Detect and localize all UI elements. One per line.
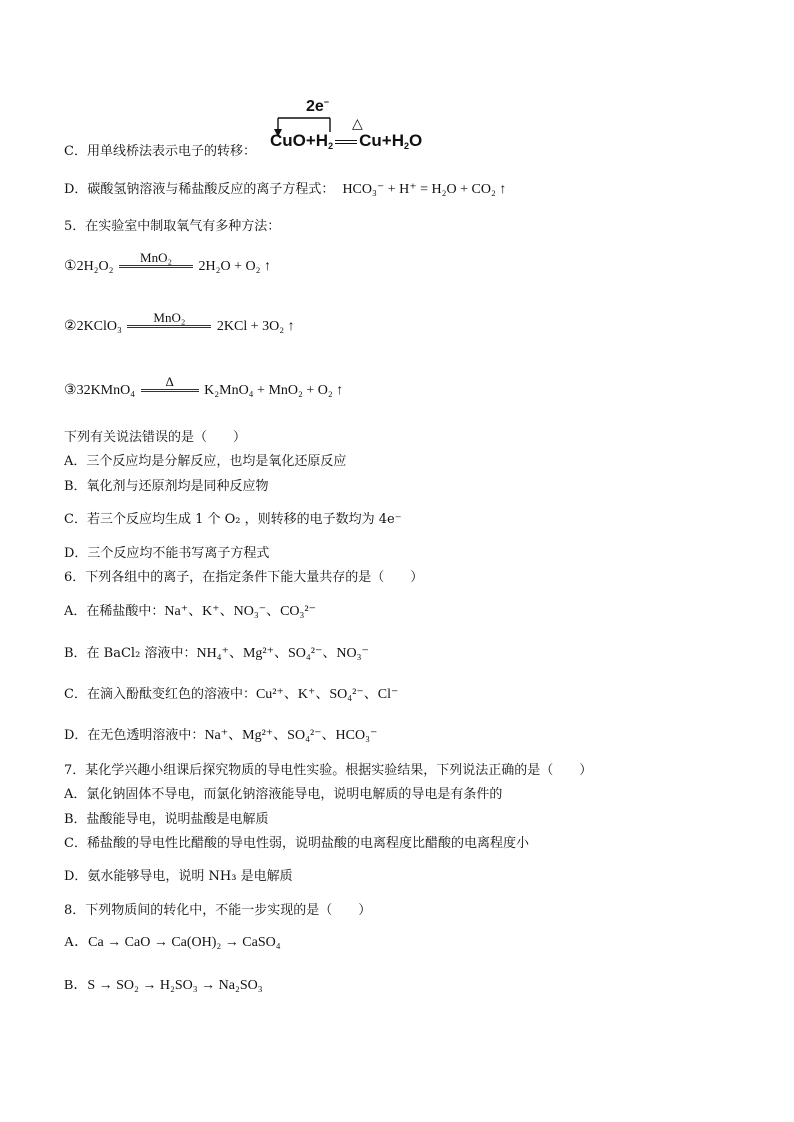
- reaction-3: ③32KMnO₄ Δ K₂MnO₄ + MnO₂ + O₂ ↑: [64, 374, 344, 398]
- q7-option-c: C．稀盐酸的导电性比醋酸的导电性弱，说明盐酸的电离程度比醋酸的电离程度小: [64, 836, 529, 851]
- question-8-stem: 8．下列物质间的转化中，不能一步实现的是（ ）: [64, 903, 372, 918]
- reaction-2: ②2KClO₃ MnO₂ 2KCl + 3O₂ ↑: [64, 310, 295, 334]
- q7-option-a: A．氯化钠固体不导电，而氯化钠溶液能导电，说明电解质的导电是有条件的: [64, 787, 503, 802]
- question-5-ask: 下列有关说法错误的是（ ）: [64, 430, 247, 445]
- q8-option-a: A．Ca → CaO → Ca(OH)₂ → CaSO₄: [64, 935, 281, 950]
- q6-option-b: B．在 BaCl₂ 溶液中：NH₄⁺、Mg²⁺、SO₄²⁻、NO₃⁻: [64, 646, 369, 661]
- q6-option-a: A．在稀盐酸中：Na⁺、K⁺、NO₃⁻、CO₃²⁻: [64, 604, 317, 619]
- q6-option-d: D．在无色透明溶液中：Na⁺、Mg²⁺、SO₄²⁻、HCO₃⁻: [64, 728, 378, 743]
- electron-transfer-diagram: [268, 98, 458, 158]
- option-c-label: C．用单线桥法表示电子的转移：: [64, 144, 256, 159]
- reaction-1: ①2H₂O₂ MnO₂ 2H₂O + O₂ ↑: [64, 250, 272, 274]
- reaction-equation: $CuO+H_2$ $Cu+H_2O$: [270, 131, 423, 151]
- q7-option-d: D．氨水能够导电，说明 NH₃ 是电解质: [64, 869, 293, 884]
- q7-option-b: B．盐酸能导电，说明盐酸是电解质: [64, 812, 269, 827]
- option-d-ionic: D．碳酸氢钠溶液与稀盐酸反应的离子方程式： HCO₃⁻ + H⁺ = H₂O + CO₂ ↑: [64, 182, 507, 197]
- q5-option-d: D．三个反应均不能书写离子方程式: [64, 546, 270, 561]
- electron-count: 2e−: [306, 97, 330, 115]
- q5-option-a: A．三个反应均是分解反应，也均是氧化还原反应: [64, 454, 347, 469]
- question-6-stem: 6．下列各组中的离子，在指定条件下能大量共存的是（ ）: [64, 570, 424, 585]
- question-7-stem: 7．某化学兴趣小组课后探究物质的导电性实验。根据实验结果，下列说法正确的是（ ）: [64, 763, 593, 778]
- heat-symbol: △: [352, 116, 363, 132]
- question-5-stem: 5．在实验室中制取氧气有多种方法：: [64, 219, 281, 234]
- q6-option-c: C．在滴入酚酞变红色的溶液中：Cu²⁺、K⁺、SO₄²⁻、Cl⁻: [64, 687, 399, 702]
- q5-option-b: B．氧化剂与还原剂均是同种反应物: [64, 479, 269, 494]
- q5-option-c: C．若三个反应均生成 1 个 O₂ ，则转移的电子数均为 4e⁻: [64, 512, 402, 527]
- q8-option-b: B．S → SO₂ → H₂SO₃ → Na₂SO₃: [64, 978, 263, 993]
